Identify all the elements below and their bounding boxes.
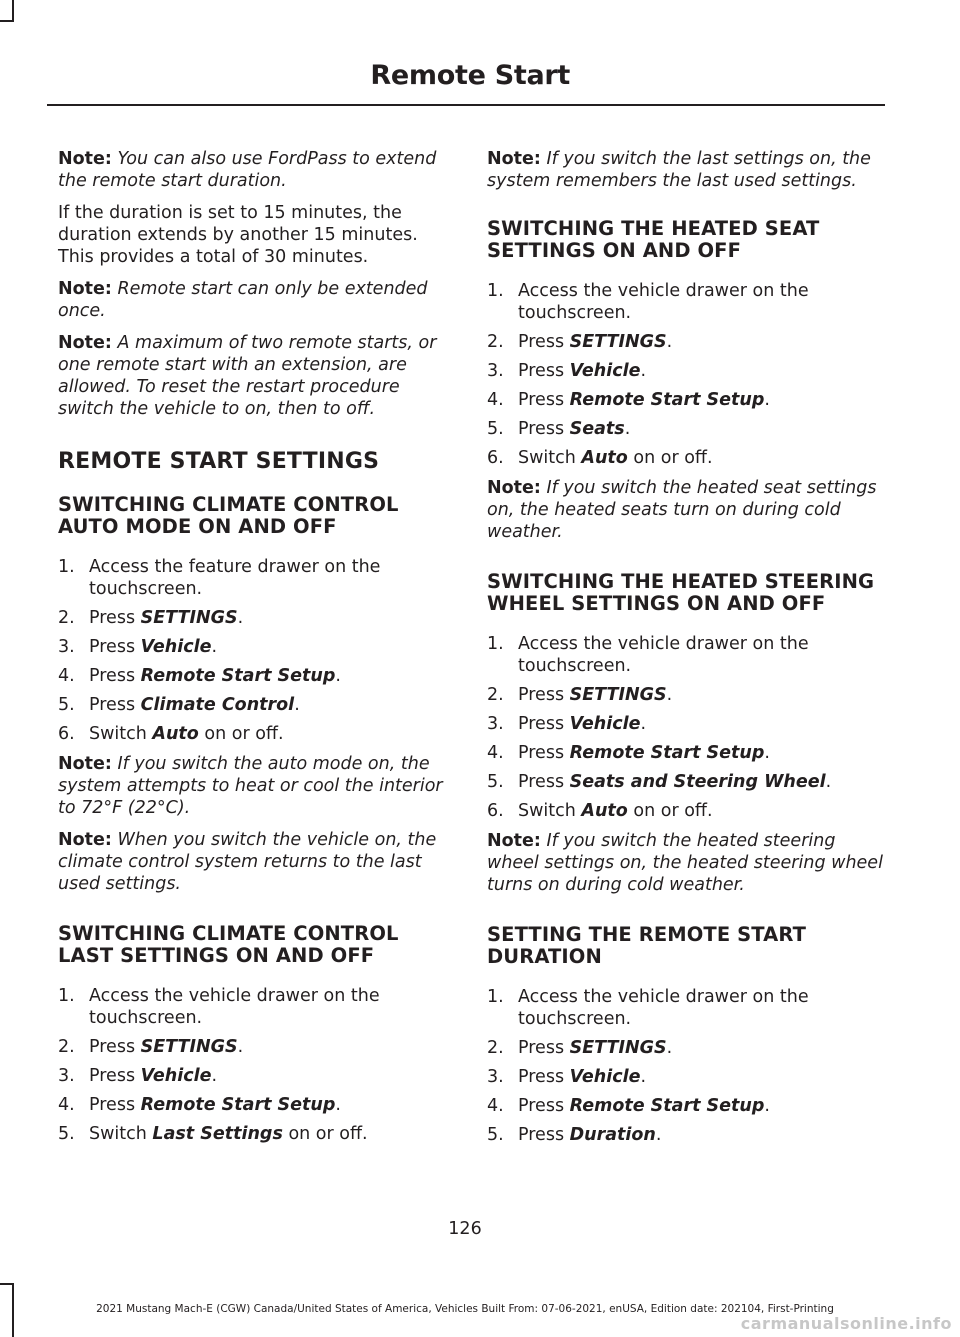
step-number: 5. [487, 1125, 504, 1145]
crop-mark-bottom-left-h [0, 1283, 14, 1285]
note-label: Note: [487, 831, 541, 851]
step-ui-term: SETTINGS [140, 608, 238, 628]
note-text: If you switch the heated seat settings on, the heated seats turn on during cold weather. [487, 478, 877, 542]
step-item [58, 694, 450, 716]
step-text-suffix: . [764, 390, 770, 410]
step-text: Press [518, 361, 570, 381]
note-text: Remote start can only be extended once. [58, 279, 428, 321]
note-label: Note: [58, 830, 112, 850]
step-number: 3. [487, 1067, 504, 1087]
step-item [487, 389, 885, 411]
step-text: Press [89, 666, 141, 686]
right-column [487, 148, 885, 1154]
step-item [487, 280, 885, 324]
step-number: 5. [58, 1124, 75, 1144]
step-number: 3. [58, 1066, 75, 1086]
step-item [487, 447, 885, 469]
step-number: 6. [487, 448, 504, 468]
step-text-suffix: . [666, 332, 673, 352]
step-item [487, 986, 885, 1030]
step-ui-term: SETTINGS [140, 1037, 238, 1057]
step-number: 4. [487, 1096, 504, 1116]
step-text: Press [518, 419, 570, 439]
note-text: When you switch the vehicle on, the climate control system returns to the last used settings. [58, 830, 437, 894]
step-text-suffix: . [237, 608, 244, 628]
step-number: 1. [487, 634, 504, 654]
step-ui-term: Vehicle [140, 637, 212, 657]
step-text: Access the vehicle drawer on the touchscreen. [518, 987, 809, 1029]
step-text: Press [89, 608, 141, 628]
note [58, 332, 450, 420]
step-item [487, 1037, 885, 1059]
note [487, 148, 885, 192]
step-ui-term: Remote Start Setup [140, 666, 336, 686]
step-text: Switch [89, 724, 153, 744]
step-text: Press [89, 1095, 141, 1115]
step-ui-term: Auto [152, 724, 199, 744]
step-text: Press [518, 1125, 570, 1145]
step-text-suffix: on or off. [198, 724, 284, 744]
step-text: Press [89, 1037, 141, 1057]
step-item [487, 800, 885, 822]
note-label: Note: [58, 149, 112, 169]
note [58, 753, 450, 819]
note [58, 148, 450, 192]
step-ui-term: Seats [569, 419, 625, 439]
step-text-suffix: . [666, 685, 673, 705]
note-label: Note: [58, 279, 112, 299]
crop-mark-top-left-v [12, 0, 14, 22]
step-item [487, 331, 885, 353]
step-item [487, 360, 885, 382]
step-item [487, 771, 885, 793]
note-label: Note: [58, 333, 112, 353]
step-number: 6. [487, 801, 504, 821]
step-number: 2. [487, 1038, 504, 1058]
note [58, 278, 450, 322]
step-number: 4. [58, 666, 75, 686]
step-number: 4. [58, 1095, 75, 1115]
step-number: 2. [58, 608, 75, 628]
step-item [487, 1124, 885, 1146]
step-number: 1. [487, 281, 504, 301]
step-ui-term: Last Settings [152, 1124, 283, 1144]
step-number: 1. [58, 986, 75, 1006]
note-label: Note: [58, 754, 112, 774]
step-item [58, 556, 450, 600]
note [487, 477, 885, 543]
step-text: Press [518, 714, 570, 734]
step-ui-term: Vehicle [569, 361, 641, 381]
step-number: 3. [487, 714, 504, 734]
step-number: 4. [487, 743, 504, 763]
step-text-suffix: . [655, 1125, 662, 1145]
step-text-suffix: . [640, 1067, 647, 1087]
step-text-suffix: . [825, 772, 832, 792]
step-text-suffix: . [640, 714, 647, 734]
step-text-suffix: . [211, 1066, 218, 1086]
step-item [58, 1065, 450, 1087]
crop-mark-top-left-h [0, 20, 14, 22]
step-item [487, 742, 885, 764]
step-ui-term: Vehicle [569, 714, 641, 734]
step-number: 1. [487, 987, 504, 1007]
page-footer: 2021 Mustang Mach-E (CGW) Canada/United States of America, Vehicles Built From: 07-06-2021, enUSA, Edition date: 202104, First-Printing [96, 1303, 834, 1315]
step-text: Press [518, 1067, 570, 1087]
step-item [487, 633, 885, 677]
step-number: 5. [58, 695, 75, 715]
step-ui-term: Auto [581, 448, 628, 468]
step-text-suffix: . [335, 666, 341, 686]
step-item [58, 636, 450, 658]
note-text: You can also use FordPass to extend the remote start duration. [58, 149, 437, 191]
step-text-suffix: . [764, 1096, 770, 1116]
note-text: A maximum of two remote starts, or one remote start with an extension, are allowed. To reset the restart procedure switch the vehicle to on, then to off. [58, 333, 437, 419]
step-text-suffix: . [624, 419, 631, 439]
step-ui-term: Auto [581, 801, 628, 821]
step-number: 5. [487, 772, 504, 792]
step-item [487, 684, 885, 706]
steps-list [487, 986, 885, 1146]
step-item [487, 1095, 885, 1117]
step-text-suffix: . [237, 1037, 244, 1057]
steps-list [58, 556, 450, 745]
step-text-suffix: . [335, 1095, 341, 1115]
step-text: Press [518, 1096, 570, 1116]
step-ui-term: Vehicle [569, 1067, 641, 1087]
note-text: If you switch the auto mode on, the system attempts to heat or cool the interior to 72°F (22°C). [58, 754, 443, 818]
step-number: 5. [487, 419, 504, 439]
step-item [58, 1036, 450, 1058]
step-text-suffix: on or off. [627, 801, 713, 821]
step-text-suffix: . [211, 637, 218, 657]
steps-list [58, 985, 450, 1145]
step-number: 3. [58, 637, 75, 657]
step-ui-term: Remote Start Setup [569, 743, 765, 763]
step-ui-term: Vehicle [140, 1066, 212, 1086]
header-rule [47, 104, 885, 106]
step-text: Access the vehicle drawer on the touchscreen. [518, 634, 809, 676]
step-text-suffix: . [640, 361, 647, 381]
step-text-suffix: . [764, 743, 770, 763]
step-ui-term: Seats and Steering Wheel [569, 772, 826, 792]
step-number: 3. [487, 361, 504, 381]
step-ui-term: Remote Start Setup [140, 1095, 336, 1115]
step-text: Press [518, 1038, 570, 1058]
step-text: Switch [518, 448, 582, 468]
note-text: If you switch the last settings on, the system remembers the last used settings. [487, 149, 871, 191]
page-number: 126 [448, 1219, 482, 1239]
step-text: Access the feature drawer on the touchscreen. [89, 557, 381, 599]
step-text: Access the vehicle drawer on the touchscreen. [518, 281, 809, 323]
step-text-suffix: . [666, 1038, 673, 1058]
step-ui-term: Duration [569, 1125, 656, 1145]
step-item [487, 1066, 885, 1088]
page-header-title: Remote Start [370, 60, 570, 91]
step-text-suffix: . [294, 695, 300, 715]
step-item [58, 1094, 450, 1116]
step-number: 1. [58, 557, 75, 577]
step-text: Press [518, 772, 570, 792]
section-heading: REMOTE START SETTINGS [58, 449, 380, 474]
step-ui-term: SETTINGS [569, 1038, 667, 1058]
note-text: If you switch the heated steering wheel settings on, the heated steering wheel turns on during cold weather. [487, 831, 883, 895]
subsection-heading: SWITCHING THE HEATED SEAT SETTINGS ON AND OFF [487, 217, 820, 262]
steps-list [487, 280, 885, 469]
step-item [58, 607, 450, 629]
step-ui-term: SETTINGS [569, 685, 667, 705]
subsection-heading: SWITCHING CLIMATE CONTROL AUTO MODE ON AND OFF [58, 493, 399, 538]
steps-list [487, 633, 885, 822]
step-number: 4. [487, 390, 504, 410]
step-number: 2. [58, 1037, 75, 1057]
note [487, 830, 885, 896]
step-ui-term: Remote Start Setup [569, 1096, 765, 1116]
step-text: Switch [89, 1124, 153, 1144]
step-item [58, 1123, 450, 1145]
subsection-heading: SWITCHING THE HEATED STEERING WHEEL SETTINGS ON AND OFF [487, 570, 875, 615]
note-label: Note: [487, 149, 541, 169]
step-text: Press [89, 695, 141, 715]
step-item [58, 985, 450, 1029]
subsection-heading: SWITCHING CLIMATE CONTROL LAST SETTINGS ON AND OFF [58, 922, 399, 967]
left-column [58, 148, 450, 1153]
step-text: Press [89, 637, 141, 657]
step-number: 2. [487, 685, 504, 705]
step-text: Press [518, 743, 570, 763]
step-item [487, 418, 885, 440]
subsection-heading: SETTING THE REMOTE START DURATION [487, 923, 807, 968]
step-text: Press [518, 390, 570, 410]
step-text-suffix: on or off. [627, 448, 713, 468]
step-item [58, 723, 450, 745]
step-text: Press [518, 332, 570, 352]
step-text: Access the vehicle drawer on the touchscreen. [89, 986, 380, 1028]
step-ui-term: Climate Control [140, 695, 295, 715]
step-text: Press [518, 685, 570, 705]
step-ui-term: Remote Start Setup [569, 390, 765, 410]
step-item [487, 713, 885, 735]
body-paragraph: If the duration is set to 15 minutes, the duration extends by another 15 minutes. This provides a total of 30 minutes. [58, 203, 418, 267]
note-label: Note: [487, 478, 541, 498]
step-ui-term: SETTINGS [569, 332, 667, 352]
step-number: 2. [487, 332, 504, 352]
note [58, 829, 450, 895]
step-text: Switch [518, 801, 582, 821]
step-number: 6. [58, 724, 75, 744]
step-text: Press [89, 1066, 141, 1086]
step-text-suffix: on or off. [282, 1124, 368, 1144]
step-item [58, 665, 450, 687]
watermark-text: carmanualsonline.info [740, 1314, 952, 1333]
